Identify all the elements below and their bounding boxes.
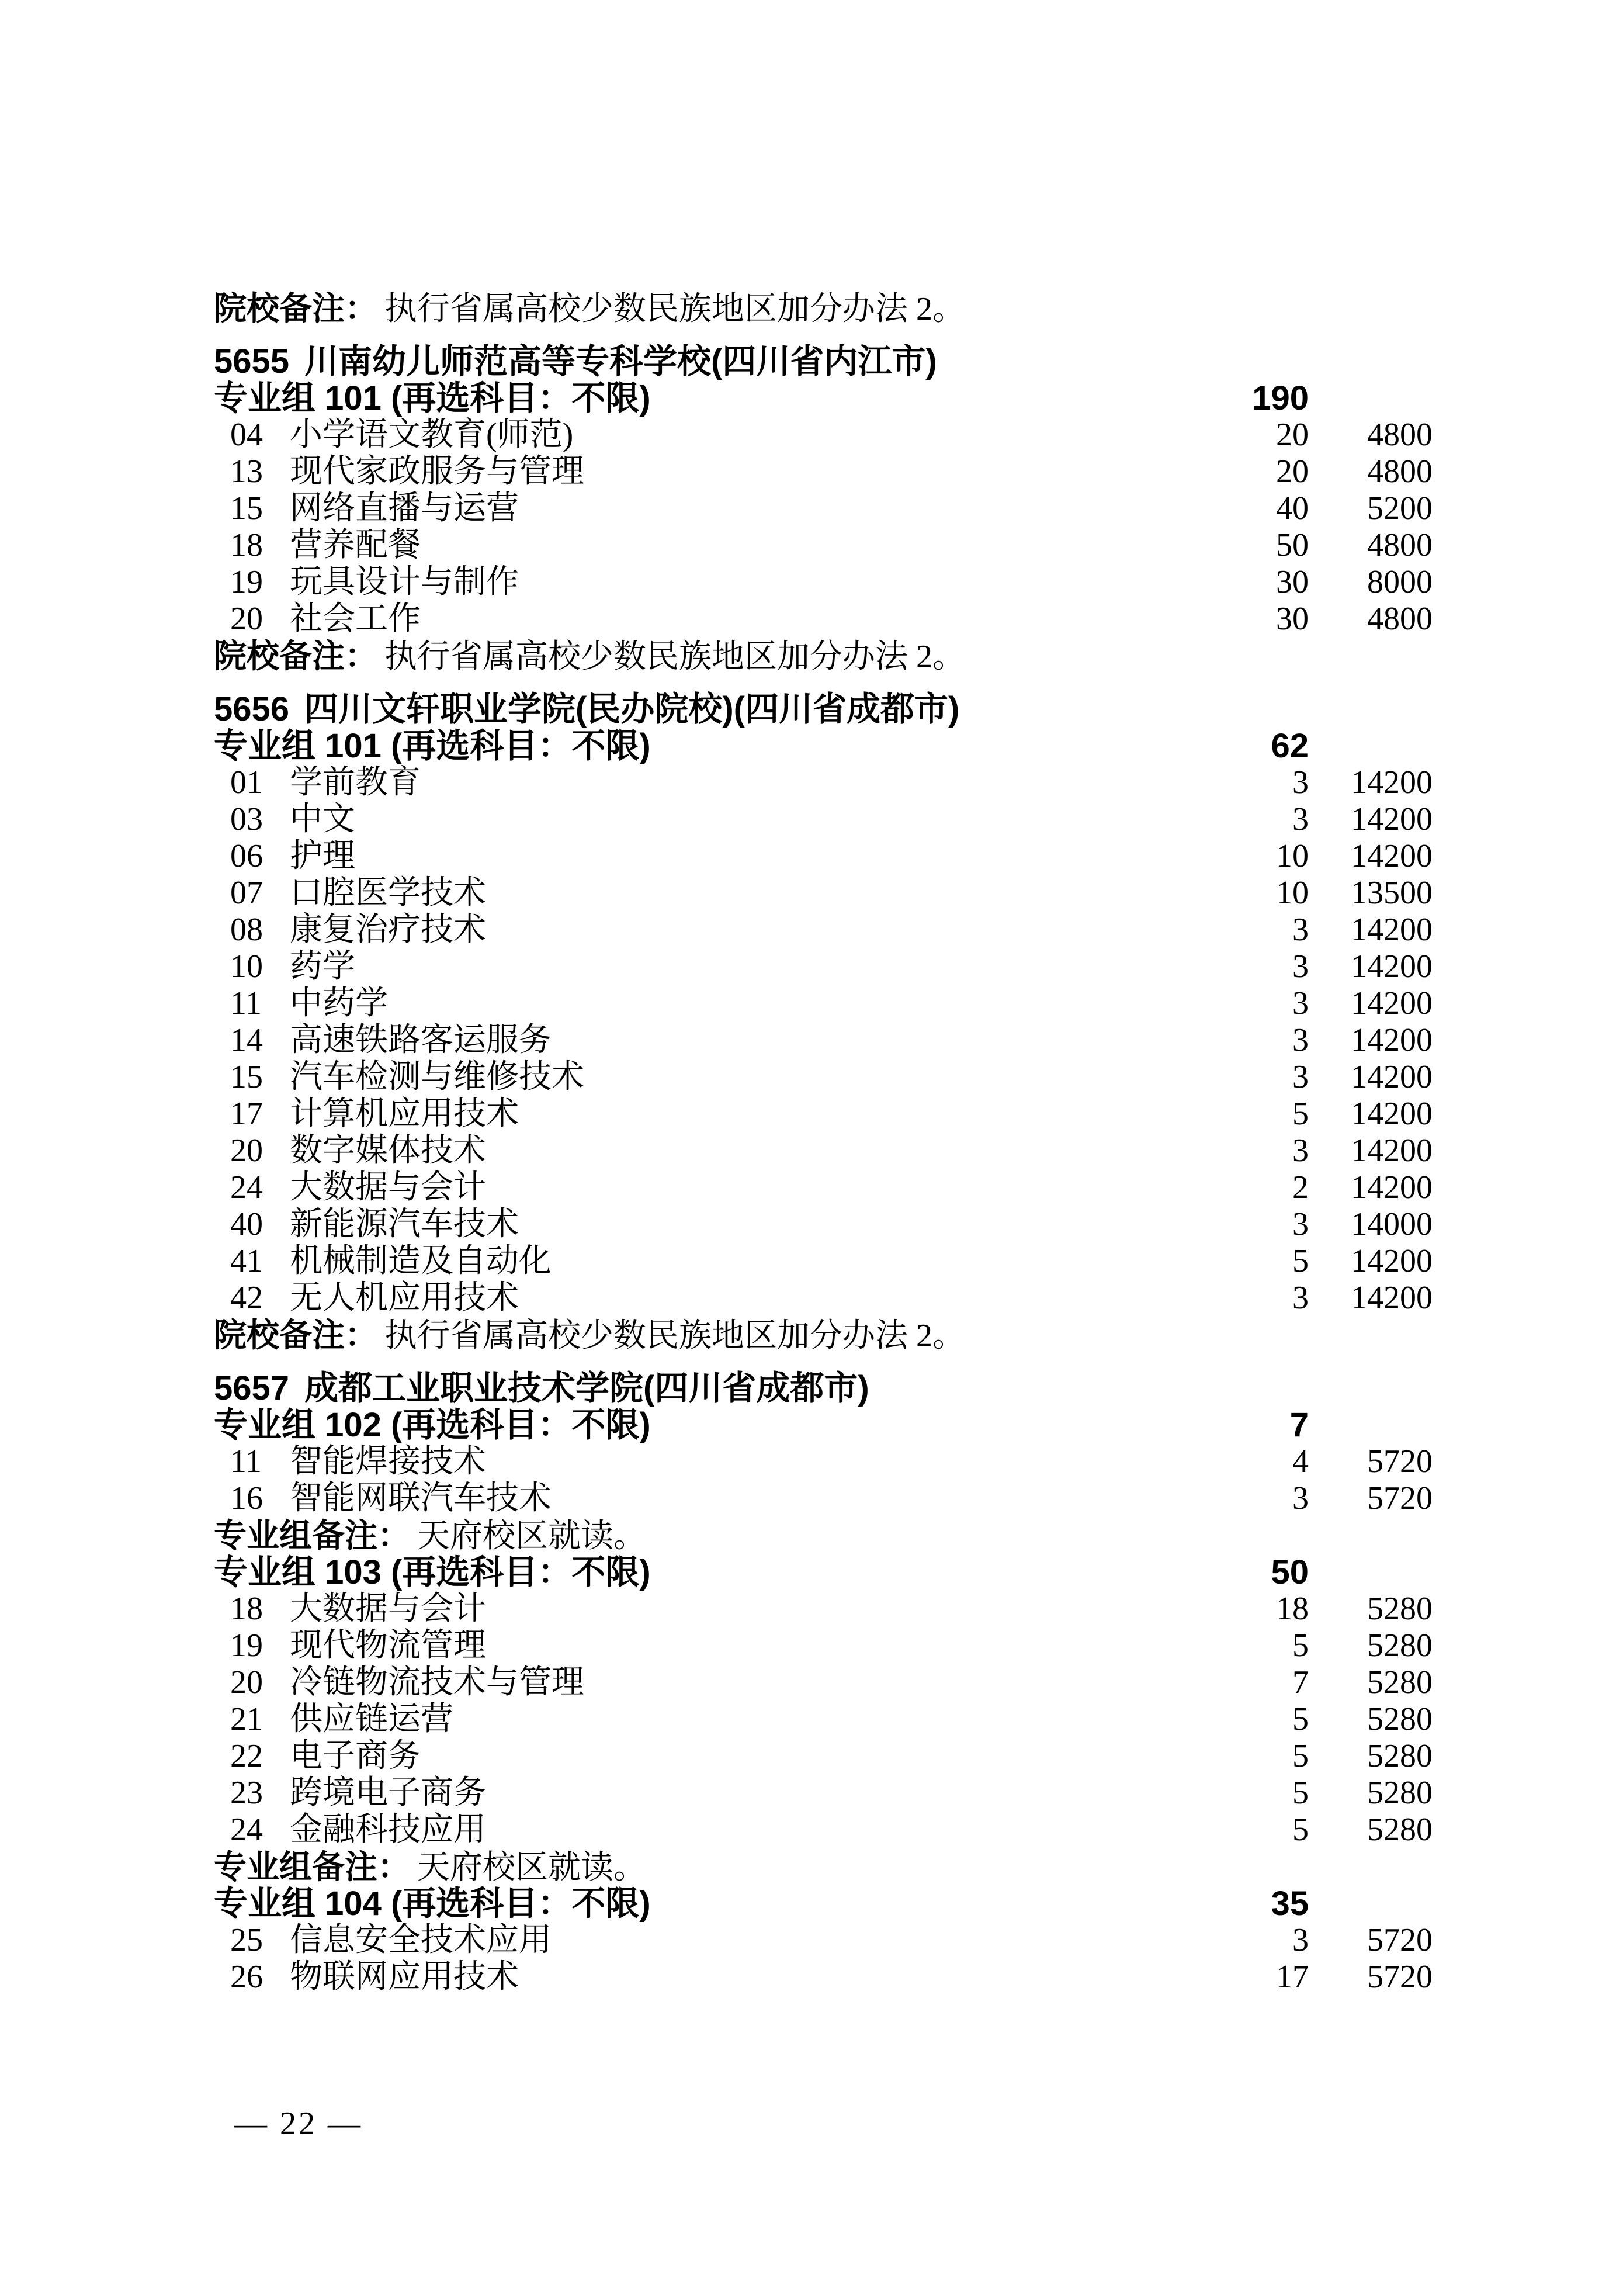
major-plan-count: 30 bbox=[1276, 601, 1309, 637]
major-tuition-fee: 13500 bbox=[1351, 875, 1433, 911]
group-total-count: 7 bbox=[1289, 1406, 1309, 1444]
group-total-count: 35 bbox=[1271, 1885, 1309, 1923]
institution-code: 5655 bbox=[214, 342, 290, 380]
major-name: 中药学 bbox=[290, 985, 388, 1021]
group-remark-label: 专业组备注： bbox=[214, 1848, 410, 1885]
major-plan-count: 4 bbox=[1292, 1443, 1309, 1480]
major-row bbox=[0, 1812, 1623, 1848]
major-name: 口腔医学技术 bbox=[290, 875, 486, 911]
group-remark bbox=[0, 1517, 1623, 1554]
major-name: 智能焊接技术 bbox=[290, 1443, 486, 1480]
institution-code: 5656 bbox=[214, 690, 290, 728]
major-tuition-fee: 14200 bbox=[1351, 764, 1433, 801]
major-name: 跨境电子商务 bbox=[290, 1775, 486, 1811]
major-tuition-fee: 14200 bbox=[1351, 801, 1433, 837]
major-name: 新能源汽车技术 bbox=[290, 1206, 519, 1242]
institution-remark-text: 执行省属高校少数民族地区加分办法 2。 bbox=[384, 639, 965, 675]
major-plan-count: 5 bbox=[1292, 1701, 1309, 1737]
major-name: 无人机应用技术 bbox=[290, 1280, 519, 1316]
major-tuition-fee: 4800 bbox=[1367, 453, 1433, 490]
carryover-institution-remark-text: 执行省属高校少数民族地区加分办法 2。 bbox=[384, 291, 965, 327]
major-row bbox=[0, 1096, 1623, 1133]
major-code: 19 bbox=[230, 564, 263, 600]
major-tuition-fee: 5280 bbox=[1367, 1591, 1433, 1627]
major-row bbox=[0, 490, 1623, 527]
major-name: 信息安全技术应用 bbox=[290, 1922, 552, 1958]
major-tuition-fee: 5720 bbox=[1367, 1480, 1433, 1516]
major-name: 金融科技应用 bbox=[290, 1812, 486, 1848]
major-row bbox=[0, 1443, 1623, 1480]
major-code: 04 bbox=[230, 417, 263, 453]
major-row bbox=[0, 564, 1623, 601]
major-row bbox=[0, 875, 1623, 912]
major-plan-count: 3 bbox=[1292, 764, 1309, 801]
group-total-count: 62 bbox=[1271, 727, 1309, 765]
major-row bbox=[0, 1591, 1623, 1627]
major-row bbox=[0, 1959, 1623, 1996]
major-code: 40 bbox=[230, 1206, 263, 1242]
major-code: 19 bbox=[230, 1627, 263, 1664]
major-tuition-fee: 14000 bbox=[1351, 1206, 1433, 1242]
group-title: 专业组 101 (再选科目：不限) bbox=[214, 379, 651, 417]
major-row bbox=[0, 1133, 1623, 1169]
major-code: 20 bbox=[230, 601, 263, 637]
institution-name: 四川文轩职业学院(民办院校)(四川省成都市) bbox=[304, 690, 960, 728]
major-tuition-fee: 14200 bbox=[1351, 985, 1433, 1021]
major-row bbox=[0, 1280, 1623, 1317]
major-plan-count: 3 bbox=[1292, 1480, 1309, 1516]
group-remark bbox=[0, 1848, 1623, 1885]
major-plan-count: 3 bbox=[1292, 1022, 1309, 1058]
major-code: 18 bbox=[230, 527, 263, 563]
major-name: 药学 bbox=[290, 948, 355, 985]
major-plan-count: 18 bbox=[1276, 1591, 1309, 1627]
major-tuition-fee: 14200 bbox=[1351, 1243, 1433, 1279]
carryover-institution-remark bbox=[0, 290, 1623, 327]
major-name: 社会工作 bbox=[290, 601, 421, 637]
major-name: 大数据与会计 bbox=[290, 1591, 486, 1627]
major-tuition-fee: 14200 bbox=[1351, 1059, 1433, 1095]
major-code: 14 bbox=[230, 1022, 263, 1058]
major-tuition-fee: 14200 bbox=[1351, 912, 1433, 948]
major-name: 数字媒体技术 bbox=[290, 1133, 486, 1169]
major-plan-count: 3 bbox=[1292, 1206, 1309, 1242]
group-total-count: 190 bbox=[1252, 379, 1309, 417]
group-title: 专业组 101 (再选科目：不限) bbox=[214, 727, 651, 765]
major-tuition-fee: 14200 bbox=[1351, 1133, 1433, 1169]
major-name: 中文 bbox=[290, 801, 355, 837]
major-tuition-fee: 5720 bbox=[1367, 1922, 1433, 1958]
major-name: 学前教育 bbox=[290, 764, 421, 801]
group-title: 专业组 104 (再选科目：不限) bbox=[214, 1885, 651, 1923]
major-name: 现代物流管理 bbox=[290, 1627, 486, 1664]
major-plan-count: 10 bbox=[1276, 838, 1309, 874]
major-row bbox=[0, 948, 1623, 985]
major-code: 15 bbox=[230, 490, 263, 527]
major-code: 11 bbox=[230, 1443, 262, 1480]
major-code: 22 bbox=[230, 1738, 263, 1774]
major-tuition-fee: 14200 bbox=[1351, 838, 1433, 874]
major-name: 供应链运营 bbox=[290, 1701, 453, 1737]
major-tuition-fee: 5280 bbox=[1367, 1812, 1433, 1848]
group-remark-label: 专业组备注： bbox=[214, 1517, 410, 1554]
group-total-count: 50 bbox=[1271, 1553, 1309, 1591]
institution-code: 5657 bbox=[214, 1369, 290, 1407]
major-code: 03 bbox=[230, 801, 263, 837]
major-code: 13 bbox=[230, 453, 263, 490]
major-row bbox=[0, 1059, 1623, 1096]
major-row bbox=[0, 1627, 1623, 1664]
major-tuition-fee: 4800 bbox=[1367, 527, 1433, 563]
major-code: 42 bbox=[230, 1280, 263, 1316]
major-code: 24 bbox=[230, 1169, 263, 1206]
major-row bbox=[0, 801, 1623, 838]
major-row bbox=[0, 1664, 1623, 1701]
major-plan-count: 20 bbox=[1276, 453, 1309, 490]
major-plan-count: 3 bbox=[1292, 1922, 1309, 1958]
major-plan-count: 17 bbox=[1276, 1959, 1309, 1995]
major-plan-count: 3 bbox=[1292, 1059, 1309, 1095]
major-code: 15 bbox=[230, 1059, 263, 1095]
major-name: 冷链物流技术与管理 bbox=[290, 1664, 584, 1701]
major-tuition-fee: 4800 bbox=[1367, 417, 1433, 453]
institution-remark bbox=[0, 1317, 1623, 1353]
major-name: 营养配餐 bbox=[290, 527, 421, 563]
major-plan-count: 40 bbox=[1276, 490, 1309, 527]
major-plan-count: 2 bbox=[1292, 1169, 1309, 1206]
institution-remark-label: 院校备注： bbox=[214, 1317, 377, 1353]
major-plan-count: 3 bbox=[1292, 801, 1309, 837]
group-title: 专业组 103 (再选科目：不限) bbox=[214, 1553, 651, 1591]
major-row bbox=[0, 1243, 1623, 1280]
major-row bbox=[0, 1022, 1623, 1059]
major-plan-count: 30 bbox=[1276, 564, 1309, 600]
major-row bbox=[0, 601, 1623, 638]
major-tuition-fee: 5720 bbox=[1367, 1959, 1433, 1995]
major-code: 08 bbox=[230, 912, 263, 948]
document-body bbox=[0, 290, 1623, 1996]
major-tuition-fee: 5280 bbox=[1367, 1775, 1433, 1811]
major-code: 20 bbox=[230, 1133, 263, 1169]
major-code: 18 bbox=[230, 1591, 263, 1627]
major-plan-count: 5 bbox=[1292, 1243, 1309, 1279]
major-code: 10 bbox=[230, 948, 263, 985]
major-tuition-fee: 14200 bbox=[1351, 1169, 1433, 1206]
major-plan-count: 5 bbox=[1292, 1627, 1309, 1664]
major-tuition-fee: 5280 bbox=[1367, 1627, 1433, 1664]
major-name: 小学语文教育(师范) bbox=[290, 417, 574, 453]
institution-remark-label: 院校备注： bbox=[214, 638, 377, 674]
major-code: 06 bbox=[230, 838, 263, 874]
major-plan-count: 10 bbox=[1276, 875, 1309, 911]
major-tuition-fee: 5280 bbox=[1367, 1664, 1433, 1701]
major-code: 01 bbox=[230, 764, 263, 801]
institution-header bbox=[0, 691, 1623, 728]
major-code: 26 bbox=[230, 1959, 263, 1995]
major-tuition-fee: 14200 bbox=[1351, 1022, 1433, 1058]
major-plan-count: 5 bbox=[1292, 1738, 1309, 1774]
major-tuition-fee: 14200 bbox=[1351, 1096, 1433, 1132]
carryover-institution-remark-label: 院校备注： bbox=[214, 290, 377, 327]
group-remark-text: 天府校区就读。 bbox=[417, 1518, 646, 1554]
major-name: 物联网应用技术 bbox=[290, 1959, 519, 1995]
group-header bbox=[0, 1885, 1623, 1922]
major-plan-count: 3 bbox=[1292, 1133, 1309, 1169]
major-row bbox=[0, 1701, 1623, 1738]
page-footer: — 22 — bbox=[234, 2105, 363, 2142]
major-code: 20 bbox=[230, 1664, 263, 1701]
group-header bbox=[0, 1554, 1623, 1591]
major-row bbox=[0, 417, 1623, 453]
major-name: 汽车检测与维修技术 bbox=[290, 1059, 584, 1095]
major-name: 电子商务 bbox=[290, 1738, 421, 1774]
major-code: 21 bbox=[230, 1701, 263, 1737]
major-plan-count: 5 bbox=[1292, 1812, 1309, 1848]
major-row bbox=[0, 764, 1623, 801]
major-code: 17 bbox=[230, 1096, 263, 1132]
institution-remark-text: 执行省属高校少数民族地区加分办法 2。 bbox=[384, 1318, 965, 1354]
major-code: 41 bbox=[230, 1243, 263, 1279]
major-tuition-fee: 5280 bbox=[1367, 1701, 1433, 1737]
group-header bbox=[0, 1407, 1623, 1443]
major-plan-count: 20 bbox=[1276, 417, 1309, 453]
institution-remark bbox=[0, 638, 1623, 674]
institution-header bbox=[0, 343, 1623, 380]
major-plan-count: 5 bbox=[1292, 1096, 1309, 1132]
major-tuition-fee: 5280 bbox=[1367, 1738, 1433, 1774]
institution-name: 成都工业职业技术学院(四川省成都市) bbox=[304, 1369, 869, 1407]
major-code: 07 bbox=[230, 875, 263, 911]
major-name: 网络直播与运营 bbox=[290, 490, 519, 527]
major-row bbox=[0, 1480, 1623, 1517]
major-row bbox=[0, 527, 1623, 564]
major-plan-count: 3 bbox=[1292, 912, 1309, 948]
major-tuition-fee: 5200 bbox=[1367, 490, 1433, 527]
major-row bbox=[0, 1206, 1623, 1243]
group-header bbox=[0, 728, 1623, 764]
major-row bbox=[0, 1775, 1623, 1812]
major-name: 大数据与会计 bbox=[290, 1169, 486, 1206]
group-header bbox=[0, 380, 1623, 417]
major-name: 智能网联汽车技术 bbox=[290, 1480, 552, 1516]
major-name: 护理 bbox=[290, 838, 355, 874]
major-name: 玩具设计与制作 bbox=[290, 564, 519, 600]
major-name: 高速铁路客运服务 bbox=[290, 1022, 552, 1058]
major-code: 24 bbox=[230, 1812, 263, 1848]
major-code: 11 bbox=[230, 985, 262, 1021]
major-name: 计算机应用技术 bbox=[290, 1096, 519, 1132]
major-plan-count: 3 bbox=[1292, 985, 1309, 1021]
major-code: 16 bbox=[230, 1480, 263, 1516]
major-row bbox=[0, 985, 1623, 1022]
major-row bbox=[0, 1169, 1623, 1206]
major-tuition-fee: 8000 bbox=[1367, 564, 1433, 600]
major-name: 现代家政服务与管理 bbox=[290, 453, 584, 490]
major-plan-count: 50 bbox=[1276, 527, 1309, 563]
major-row bbox=[0, 1922, 1623, 1959]
major-code: 25 bbox=[230, 1922, 263, 1958]
group-title: 专业组 102 (再选科目：不限) bbox=[214, 1406, 651, 1444]
group-remark-text: 天府校区就读。 bbox=[417, 1850, 646, 1886]
major-plan-count: 3 bbox=[1292, 948, 1309, 985]
major-plan-count: 3 bbox=[1292, 1280, 1309, 1316]
institution-name: 川南幼儿师范高等专科学校(四川省内江市) bbox=[304, 342, 937, 380]
major-name: 康复治疗技术 bbox=[290, 912, 486, 948]
major-row bbox=[0, 912, 1623, 948]
major-code: 23 bbox=[230, 1775, 263, 1811]
major-plan-count: 5 bbox=[1292, 1775, 1309, 1811]
major-row bbox=[0, 1738, 1623, 1775]
major-tuition-fee: 5720 bbox=[1367, 1443, 1433, 1480]
major-tuition-fee: 14200 bbox=[1351, 948, 1433, 985]
major-tuition-fee: 14200 bbox=[1351, 1280, 1433, 1316]
major-plan-count: 7 bbox=[1292, 1664, 1309, 1701]
major-tuition-fee: 4800 bbox=[1367, 601, 1433, 637]
major-row bbox=[0, 838, 1623, 875]
major-name: 机械制造及自动化 bbox=[290, 1243, 552, 1279]
major-row bbox=[0, 453, 1623, 490]
institution-header bbox=[0, 1370, 1623, 1407]
